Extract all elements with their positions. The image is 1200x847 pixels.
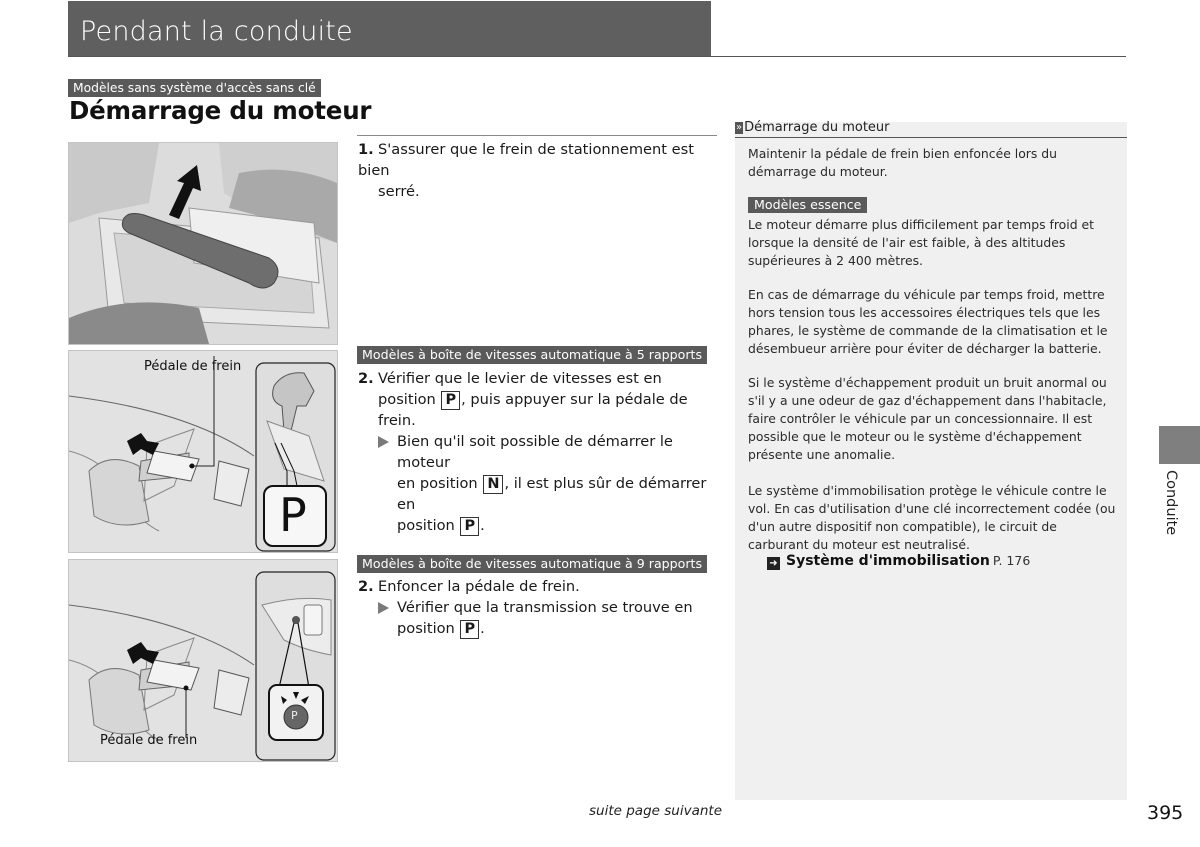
brake-pedal-label: Pédale de frein: [100, 733, 198, 748]
continued-next-page: suite page suivante: [589, 803, 722, 819]
gear-key-p: P: [460, 517, 479, 536]
brake-pedal-9speed-illustration: [68, 559, 338, 762]
chapter-tab-text: Conduite: [1163, 470, 1179, 536]
header-rule: [68, 56, 1126, 57]
step-text: Enfoncer la pédale de frein.: [378, 578, 580, 595]
model-tag-5speed: Modèles à boîte de vitesses automatique à 5 rapports: [357, 346, 707, 364]
model-tag-9speed: Modèles à boîte de vitesses automatique à 9 rapports: [357, 555, 707, 573]
note-text: .: [480, 517, 485, 534]
park-button-callout: P: [291, 709, 298, 722]
double-chevron-icon: »: [736, 122, 743, 133]
note-text: , il est plus sûr de démarrer en: [397, 475, 707, 513]
xref-page: P. 176: [992, 553, 1031, 568]
brake-pedal-5speed-illustration: [68, 350, 338, 553]
model-tag-keyless: Modèles sans système d'accès sans clé: [68, 79, 321, 97]
note-text: .: [480, 620, 485, 637]
parking-brake-illustration: [68, 142, 338, 345]
parking-brake-drawing: [69, 143, 337, 344]
chapter-tab-marker[interactable]: [1159, 426, 1200, 464]
step-number: 1.: [358, 141, 374, 158]
triangle-bullet-icon: [378, 436, 389, 448]
step-text: , puis appuyer sur la pédale de frein.: [378, 391, 688, 429]
page-number: 395: [1147, 802, 1184, 824]
step-1: [358, 139, 718, 202]
step-number: 2.: [358, 578, 374, 595]
triangle-bullet-icon: [378, 602, 389, 614]
cross-reference-link[interactable]: [767, 553, 1030, 570]
reference-arrow-icon: ➜: [767, 557, 780, 570]
step-number: 2.: [358, 370, 374, 387]
note-text: position: [397, 517, 460, 534]
note-text: en position: [397, 475, 483, 492]
section-title: Démarrage du moteur: [69, 96, 372, 125]
step-2-5speed: [358, 368, 723, 536]
park-position-callout: P: [279, 488, 307, 542]
side-paragraph: Si le système d'échappement produit un bruit anormal ou s'il y a une odeur de gaz d'échappement dans l'habitacle, faire contrôler le véhicule par un concessionnaire. Il est possible que le moteur ou le système d'échappement présente une anomalie.: [748, 375, 1107, 462]
side-paragraph: Le moteur démarre plus difficilement par temps froid et lorsque la densité de l'air est faible, à des altitudes supérieures à 2 400 mètres.: [748, 217, 1094, 268]
brake-pedal-9speed-drawing: [69, 560, 337, 761]
xref-label: Système d'immobilisation: [786, 553, 990, 569]
step-text-cont: serré.: [378, 183, 420, 200]
side-paragraph: Maintenir la pédale de frein bien enfoncée lors du démarrage du moteur.: [748, 146, 1058, 179]
step-divider: [357, 135, 717, 136]
note-text: Bien qu'il soit possible de démarrer le moteur: [397, 433, 673, 471]
model-tag-essence: Modèles essence: [748, 197, 867, 213]
chapter-title: Pendant la conduite: [80, 16, 353, 47]
side-paragraph: Le système d'immobilisation protège le véhicule contre le vol. En cas d'utilisation d'une clé incorrectement codée (ou d'un autre dispositif non compatible), le circuit de carburant du moteur est neutralisé.: [748, 483, 1116, 552]
gear-key-n: N: [483, 475, 503, 494]
step-note: [358, 597, 723, 639]
side-notes-heading: [735, 120, 1127, 138]
side-paragraph: En cas de démarrage du véhicule par temps froid, mettre hors tension tous les accessoires électriques tels que les phares, le système de commande de la climatisation et le désembueur arrière pour éviter de décharger la batterie.: [748, 287, 1108, 356]
gear-key-p: P: [460, 620, 479, 639]
brake-pedal-label: Pédale de frein: [144, 359, 242, 374]
step-note: [358, 431, 723, 536]
chapter-tab-label[interactable]: [1157, 470, 1181, 540]
step-text: position: [378, 391, 441, 408]
note-text: position: [397, 620, 460, 637]
gear-key-p: P: [441, 391, 460, 410]
step-text: S'assurer que le frein de stationnement est bien: [358, 141, 694, 179]
step-text: Vérifier que le levier de vitesses est en: [378, 370, 662, 387]
step-2-9speed: [358, 576, 723, 639]
note-text: Vérifier que la transmission se trouve en: [397, 599, 693, 616]
side-heading-text: Démarrage du moteur: [744, 120, 890, 135]
